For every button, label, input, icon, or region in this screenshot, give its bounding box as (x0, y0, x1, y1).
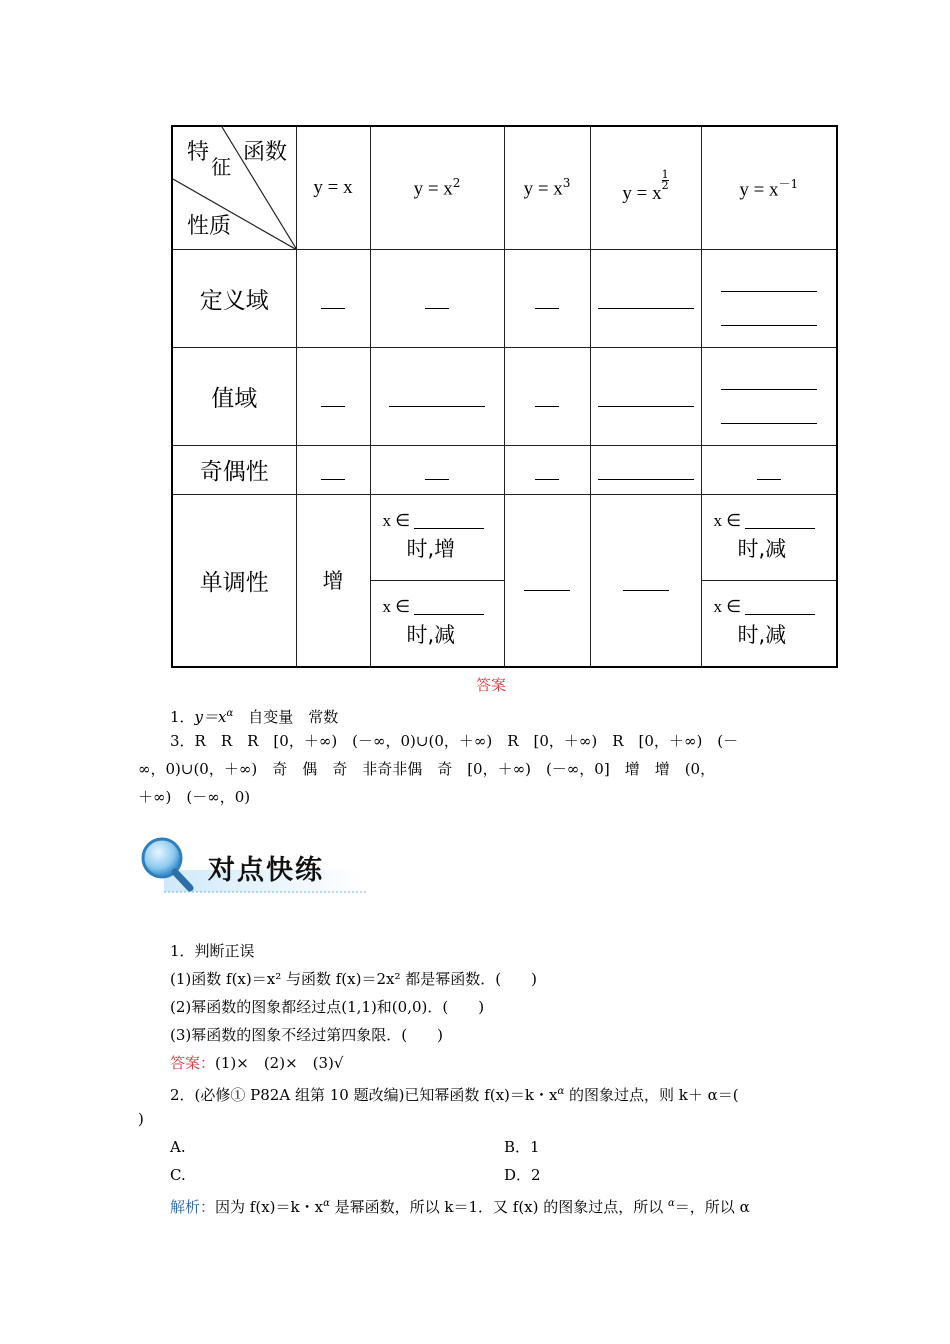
mono-inv-decrease-2: x ∈ 时,减 (702, 581, 837, 666)
answer-line-3a: 3．R R R [0，＋∞) (－∞，0)∪(0，＋∞) R [0，＋∞) R [0，＋∞) (－ (170, 732, 739, 750)
blank-field[interactable] (524, 572, 570, 591)
mono-linear-increase: 增 (322, 569, 344, 594)
row-label-parity: 奇偶性 (199, 459, 269, 485)
q2-stem-close: ) (138, 1110, 144, 1128)
mono-inv-decrease-1: x ∈ 时,减 (702, 495, 837, 581)
blank-field[interactable] (721, 405, 817, 424)
header-y-x2: $y = x^2$ (370, 126, 504, 249)
blank-field[interactable] (721, 371, 817, 390)
blank-field[interactable] (721, 273, 817, 292)
mono-x2-increase: x ∈ 时,增 (371, 495, 504, 581)
blank-field[interactable] (535, 388, 559, 407)
q2-option-a[interactable]: A. (170, 1138, 186, 1156)
answer-line-3b: ∞，0)∪(0，＋∞) 奇 偶 奇 非奇非偶 奇 [0，＋∞) (－∞，0] 增 增 (0， (138, 760, 716, 778)
row-label-monotonicity: 单调性 (199, 569, 269, 596)
blank-field[interactable] (623, 572, 669, 591)
header-y-x: y = x (296, 126, 370, 249)
row-label-range: 值域 (211, 385, 258, 412)
q1-title: 1．判断正误 (170, 942, 255, 960)
blank-field[interactable] (745, 600, 815, 615)
blank-field[interactable] (721, 307, 817, 326)
q2-stem: 2．(必修① P82A 组第 10 题改编)已知幂函数 f(x)＝k・$x^\alpha$ 的图象过点，则 k＋ α＝( (170, 1086, 739, 1104)
q2-option-c[interactable]: C. (170, 1166, 186, 1184)
header-te: 特 (187, 140, 210, 165)
blank-field[interactable] (598, 290, 694, 309)
header-xingzhi: 性质 (187, 214, 232, 239)
header-zheng: 征 (211, 155, 231, 179)
q1-item-3: (3)幂函数的图象不经过第四象限．( ) (170, 1026, 443, 1044)
header-y-x3: $y = x^3$ (504, 126, 590, 249)
diagonal-header-cell (172, 126, 296, 249)
blank-field[interactable] (535, 461, 559, 480)
answer-heading: 答案 (476, 676, 507, 694)
blank-field[interactable] (598, 461, 694, 480)
blank-field[interactable] (598, 388, 694, 407)
answer-line-1: 1．$y=x^\alpha$ 自变量 常数 (170, 708, 339, 726)
blank-field[interactable] (535, 290, 559, 309)
q2-option-d[interactable]: D．2 (504, 1166, 541, 1184)
section-title: 对点快练 (208, 855, 324, 886)
blank-field[interactable] (757, 461, 781, 480)
blank-field[interactable] (321, 388, 345, 407)
blank-field[interactable] (425, 461, 449, 480)
answer-line-3c: ＋∞) (－∞，0) (138, 788, 251, 806)
section-banner (138, 836, 368, 898)
power-function-property-table (171, 125, 838, 668)
header-y-x-half: y = x $\frac{1}{2}$ (590, 126, 701, 249)
q1-item-1: (1)函数 f(x)＝x² 与函数 f(x)＝2x² 都是幂函数．( ) (170, 970, 537, 988)
blank-field[interactable] (414, 600, 484, 615)
blank-field[interactable] (321, 290, 345, 309)
q1-item-2: (2)幂函数的图象都经过点(1,1)和(0,0)．( ) (170, 998, 485, 1016)
q2-analysis: 解析：因为 f(x)＝k・$x^\alpha$ 是幂函数，所以 k＝1．又 f(x) 的图象过点，所以 $^\alpha$＝，所以 α (170, 1198, 750, 1216)
blank-field[interactable] (745, 514, 815, 529)
blank-field[interactable] (389, 388, 485, 407)
header-y-x-inv: $y = x^{-1}$ (701, 126, 837, 249)
q2-option-b[interactable]: B．1 (504, 1138, 540, 1156)
blank-field[interactable] (321, 461, 345, 480)
q1-answer: 答案：(1)× (2)× (3)√ (170, 1054, 344, 1072)
header-hanshu: 函数 (243, 140, 288, 165)
blank-field[interactable] (414, 514, 484, 529)
mono-x2-decrease: x ∈ 时,减 (371, 581, 504, 666)
blank-field[interactable] (425, 290, 449, 309)
row-label-domain: 定义域 (199, 287, 269, 314)
